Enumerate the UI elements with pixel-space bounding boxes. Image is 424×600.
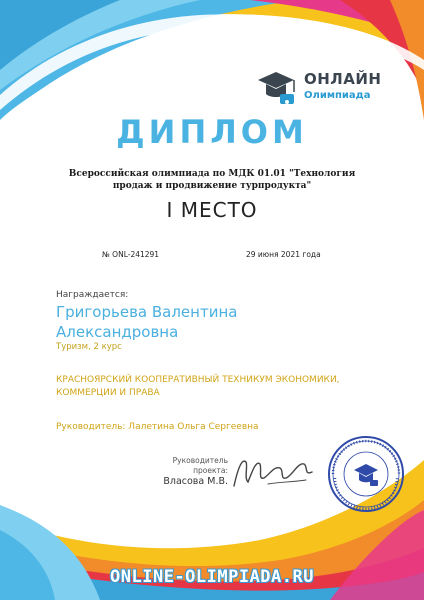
- institution: [56, 374, 340, 400]
- diploma-number: № ONL-241291: [102, 250, 160, 259]
- supervisor: Руководитель: Лалетина Ольга Сергеевна: [56, 422, 259, 432]
- handwritten-signature: [228, 448, 318, 494]
- signature-label: [160, 456, 228, 476]
- institution-line2: КОММЕРЦИИ И ПРАВА: [56, 388, 160, 398]
- place-award: I МЕСТО: [166, 198, 258, 222]
- recipient-name-line1: Григорьева Валентина: [56, 303, 238, 321]
- awarded-label: Награждается:: [56, 290, 129, 300]
- official-stamp: [326, 434, 406, 514]
- olympiad-name: Всероссийская олимпиада по МДК 01.01 "Технология продаж и продвижение турпродукта": [68, 169, 356, 191]
- recipient-name-line2: Александровна: [56, 323, 179, 341]
- recipient-name: [56, 302, 237, 342]
- footer-website: ONLINE-OLIMPIADA.RU: [110, 567, 314, 587]
- institution-line1: КРАСНОЯРСКИЙ КООПЕРАТИВНЫЙ ТЕХНИКУМ ЭКОНОМИКИ,: [56, 375, 340, 385]
- logo-title: ОНЛАЙН: [304, 70, 382, 88]
- recipient-course: Туризм, 2 курс: [56, 342, 122, 352]
- signature-label-line2: проекта:: [193, 466, 228, 475]
- graduation-cap-icon: [254, 64, 300, 110]
- logo: [254, 64, 384, 112]
- signature-label-line1: Руководитель: [172, 456, 228, 465]
- logo-subtitle: Олимпиада: [304, 90, 371, 101]
- diploma-title: ДИПЛОМ: [116, 113, 308, 151]
- diploma-date: 29 июня 2021 года: [246, 250, 321, 259]
- signature-name: Власова М.В.: [163, 476, 228, 487]
